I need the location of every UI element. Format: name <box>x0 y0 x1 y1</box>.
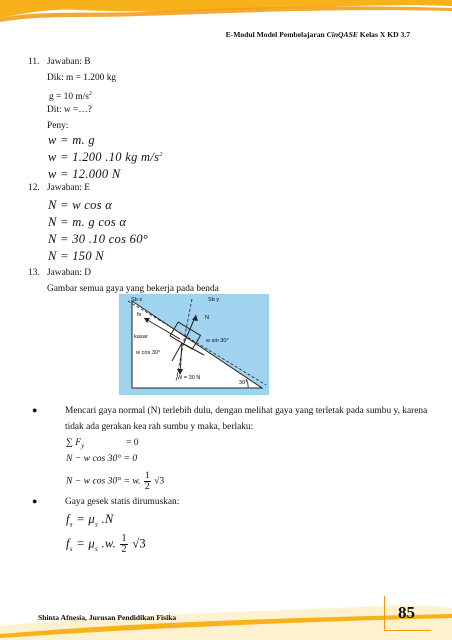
page-number: 85 <box>398 603 415 622</box>
question-11-number: 11. <box>28 57 40 67</box>
q13-intro: Gambar semua gaya yang bekerja pada benda <box>47 284 219 294</box>
bullet-1-line-2: tidak ada gerakan kea rah sumbu y maka, berlaku: <box>65 422 254 432</box>
label-angle: 30° <box>239 380 248 386</box>
question-13-answer: Jawaban: D <box>47 268 91 278</box>
label-n: N <box>205 315 210 321</box>
label-w-sin: w sin 30° <box>206 338 229 344</box>
inclined-plane-figure <box>119 294 269 395</box>
q11-equation-3: w = 12.000 N <box>48 167 121 181</box>
label-fs: fs <box>137 312 142 318</box>
question-11-answer: Jawaban: B <box>47 57 91 67</box>
label-w-cos: w cos 30° <box>136 350 161 356</box>
q11-equation-2: w = 1.200 .10 kg $m/s^2$ <box>48 150 163 164</box>
question-12-answer: Jawaban: E <box>47 183 90 193</box>
q11-peny: Peny: <box>47 121 69 131</box>
header-title: E-Modul Model Pembelajaran CinQASE Kelas X KD 3.7 <box>225 30 410 39</box>
bullet-icon: ● <box>32 405 38 415</box>
bullet-icon-2: ● <box>32 496 38 506</box>
question-12-number: 12. <box>28 183 40 193</box>
equation-n-minus-w: N − w cos 30° = 0 <box>66 453 138 464</box>
equation-sum-fy-rhs: = 0 <box>126 437 139 448</box>
label-weight: W = 30 N <box>177 375 201 381</box>
label-sb-y: Sb y <box>208 297 220 303</box>
bullet-1-line-1: Mencari gaya normal (N) terlebih dulu, dengan melihat gaya yang terletak pada sumbu y, karena <box>65 406 428 416</box>
q12-equation-1: N = w cos α <box>48 198 113 212</box>
q11-gravity: g = 10 $m/s^2$ <box>49 91 92 103</box>
label-kasar: kasar <box>134 334 148 340</box>
top-banner-decoration <box>0 0 452 22</box>
question-13-number: 13. <box>28 268 40 278</box>
equation-friction-2: $f_s = \mu_s$ .w. $\frac{1}{2}$ √3 <box>66 533 146 555</box>
q11-equation-1: w = m. g <box>48 133 95 147</box>
equation-n-result: N − w cos 30° = w. $\frac{1}{2}$ √3 <box>66 470 165 492</box>
q11-dik: Dik: m = 1.200 kg <box>47 73 117 83</box>
equation-sum-fy: ∑ $F_y$ <box>66 437 85 450</box>
q12-equation-2: N = m. g cos α <box>48 215 127 229</box>
equation-friction-1: $f_s = \mu_s$ .N <box>66 512 114 529</box>
bullet-2-text: Gaya gesek statis dirumuskan: <box>65 497 180 507</box>
footer-author: Shinta Afnesia, Jurusan Pendidikan Fisika <box>38 613 177 622</box>
label-sb-x: Sb x <box>131 297 143 303</box>
q12-equation-3: N = 30 .10 cos 60° <box>48 232 149 246</box>
q11-dit: Dit: w =…? <box>47 105 92 115</box>
q12-equation-4: N = 150 N <box>48 249 104 263</box>
